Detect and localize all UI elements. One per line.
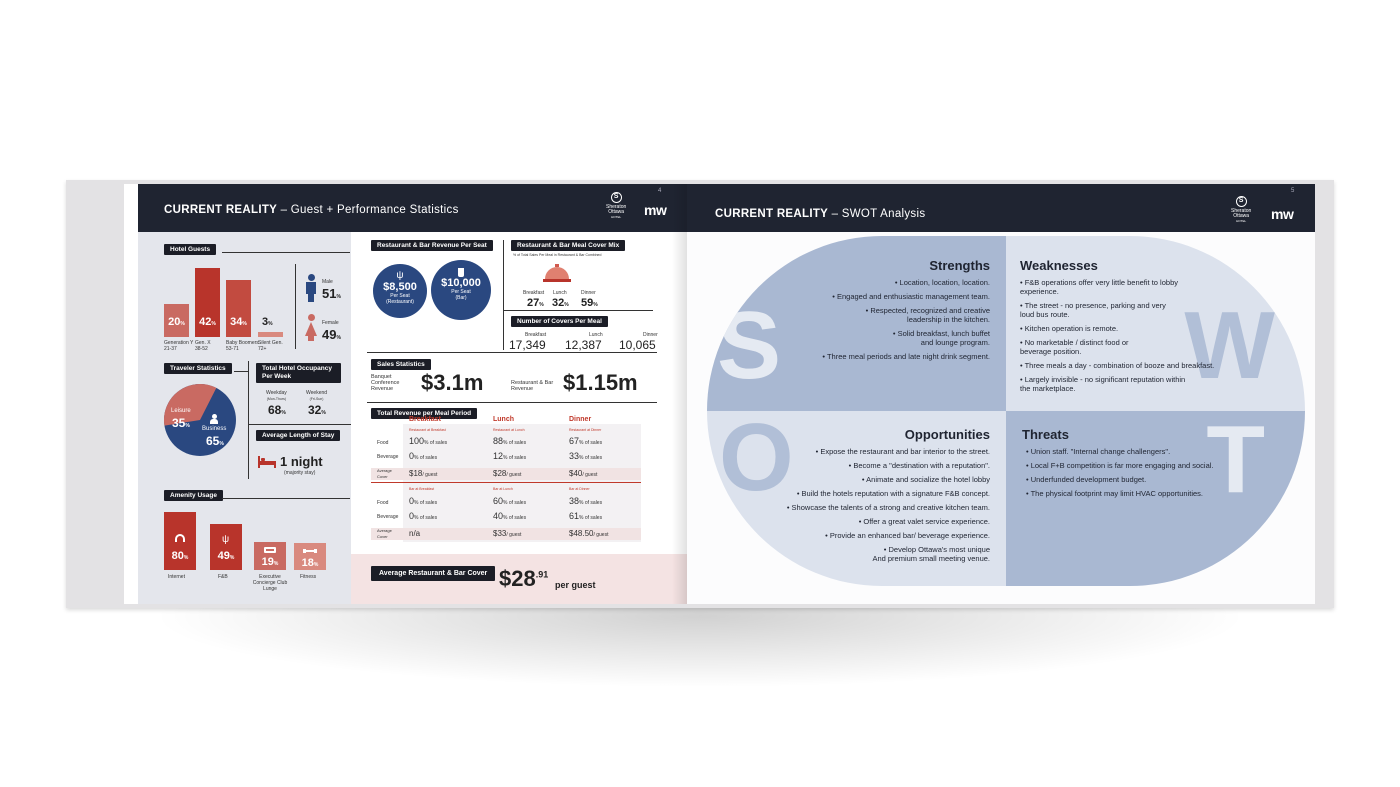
bar-food-dinner: 38% of sales xyxy=(569,496,603,506)
rest-cover-breakfast: $18/ guest xyxy=(409,469,438,478)
business-person-icon xyxy=(210,414,218,424)
weakness-item: • F&B operations offer very little benefit to lobby experience. xyxy=(1020,278,1178,296)
cover-mix-breakfast-label: Breakfast xyxy=(523,290,545,296)
dumbbell-icon xyxy=(303,549,317,553)
mw-logo: mw xyxy=(644,202,667,218)
banquet-value: $3.1m xyxy=(421,370,484,395)
threats-title: Threats xyxy=(1022,427,1069,442)
occupancy-tag: Total Hotel Occupancy Per Week xyxy=(256,363,341,383)
stay-value: 1 night xyxy=(280,454,323,469)
letter-o: O xyxy=(719,404,794,511)
page-left xyxy=(124,184,687,604)
left-page-title: CURRENT REALITY – Guest + Performance Statistics xyxy=(164,204,459,216)
amenity-label-internet: Internet xyxy=(168,574,185,580)
bar-sub-breakfast: Bar at Breakfast xyxy=(409,487,435,491)
rest-food-dinner: 67% of sales xyxy=(569,436,603,446)
stay-sub: (majority stay) xyxy=(284,470,316,476)
strength-item: • Solid breakfast, lunch buffet and lounge program. xyxy=(892,329,990,347)
amenity-tag: Amenity Usage xyxy=(164,490,223,501)
leisure-value: 35% xyxy=(172,416,190,430)
threat-item: • Union staff. "Internal change challengers". xyxy=(1026,447,1171,456)
covers-breakfast-label: Breakfast xyxy=(525,332,547,338)
male-icon xyxy=(306,274,316,302)
sofa-icon xyxy=(264,547,276,553)
bar-cover-dinner: $48.50/ guest xyxy=(569,529,609,538)
bar-cover-breakfast: n/a xyxy=(409,529,421,538)
rest-food-lunch: 88% of sales xyxy=(493,436,527,446)
weekend-value: 32% xyxy=(308,403,326,417)
meal-rev-tag: Total Revenue per Meal Period xyxy=(371,408,477,419)
cloche-icon xyxy=(543,264,571,284)
amenity-label-fb: F&B xyxy=(218,574,228,580)
right-header-bar xyxy=(687,184,1315,232)
female-value: 49% xyxy=(322,327,341,342)
bar-bev-breakfast: 0% of sales xyxy=(409,511,438,521)
swot-weaknesses xyxy=(1006,236,1305,411)
opportunity-item: • Develop Ottawa's most unique And premium small meeting venue. xyxy=(872,545,990,563)
bar-food-breakfast: 0% of sales xyxy=(409,496,438,506)
threats-list xyxy=(1026,447,1256,503)
page-right xyxy=(687,184,1315,604)
opportunity-item: • Expose the restaurant and bar interior to the street. xyxy=(815,447,990,456)
strengths-title: Strengths xyxy=(929,258,990,273)
cover-mix-lunch-value: 32% xyxy=(552,297,569,309)
swot-opportunities xyxy=(707,404,1006,586)
sheraton-logo: S Sheraton Ottawa HOTEL xyxy=(606,193,627,219)
strength-item: • Three meal periods and late night drink segment. xyxy=(822,352,990,361)
bar-row-beverage: Beverage xyxy=(377,514,399,520)
sheraton-s-icon-right: S xyxy=(1236,196,1247,207)
meal-rev-table xyxy=(371,416,641,542)
opportunity-item: • Animate and socialize the hotel lobby xyxy=(861,475,990,484)
bar-sub-lunch: Bar at Lunch xyxy=(493,487,513,491)
guest-value-silent: 3% xyxy=(262,316,273,328)
cover-mix-tag: Restaurant & Bar Meal Cover Mix xyxy=(511,240,625,251)
male-label: Male xyxy=(322,279,333,285)
rest-bev-breakfast: 0% of sales xyxy=(409,451,438,461)
fork-knife-icon: ψ xyxy=(222,534,230,545)
leisure-label: Leisure xyxy=(171,408,191,414)
strength-item: • Location, location, location. xyxy=(894,278,990,287)
letter-w: W xyxy=(1184,292,1275,399)
drink-icon xyxy=(458,268,464,277)
guest-bar-gen-x: 42% xyxy=(195,268,220,337)
strengths-list xyxy=(800,278,990,366)
cover-mix-sub: % of Total Sales Per Meal in Restaurant & Bar Combined xyxy=(513,253,602,257)
covers-dinner-value: 10,065 xyxy=(619,338,656,352)
opportunity-item: • Provide an enhanced bar/ beverage experience. xyxy=(825,531,990,540)
weakness-item: • No marketable / distinct food or beverage position. xyxy=(1020,338,1129,356)
swot-strengths xyxy=(707,236,1006,411)
male-value: 51% xyxy=(322,286,341,301)
covers-lunch-value: 12,387 xyxy=(565,338,602,352)
rest-cover-dinner: $40/ guest xyxy=(569,469,598,478)
banquet-label: Banquet Conference Revenue xyxy=(371,374,400,392)
opportunities-list xyxy=(760,447,990,568)
swot-threats xyxy=(1006,406,1305,586)
bar-sub-dinner: Bar at Dinner xyxy=(569,487,590,491)
mw-logo-right: mw xyxy=(1271,206,1294,222)
opportunity-item: • Showcase the talents of a strong and creative kitchen team. xyxy=(786,503,990,512)
cover-mix-lunch-label: Lunch xyxy=(553,290,567,296)
covers-breakfast-value: 17,349 xyxy=(509,338,546,352)
cover-mix-breakfast-value: 27% xyxy=(527,297,544,309)
cover-mix-dinner-label: Dinner xyxy=(581,290,596,296)
hotel-guests-tag: Hotel Guests xyxy=(164,244,216,255)
amenity-bar-fb: ψ 49% xyxy=(210,524,242,570)
rb-revenue-value: $1.15m xyxy=(563,370,638,395)
rest-sub-breakfast: Restaurant at Breakfast xyxy=(409,428,446,432)
row-beverage: Beverage xyxy=(377,454,399,460)
guest-label-gen-y: Generation Y 21-37 xyxy=(164,340,194,352)
sheraton-s-icon: S xyxy=(611,192,622,203)
bar-food-lunch: 60% of sales xyxy=(493,496,527,506)
letter-t: T xyxy=(1206,406,1265,513)
avg-cover-band xyxy=(351,554,687,604)
amenity-bar-club: 19% xyxy=(254,542,286,570)
rest-sub-lunch: Restaurant at Lunch xyxy=(493,428,525,432)
cutlery-icon: ψ xyxy=(396,270,404,281)
rev-seat-restaurant: ψ $8,500 Per Seat (Restaurant) xyxy=(373,264,427,318)
wifi-icon xyxy=(175,534,185,542)
rev-seat-tag: Restaurant & Bar Revenue Per Seat xyxy=(371,240,493,251)
rest-cover-lunch: $28/ guest xyxy=(493,469,522,478)
business-label: Business xyxy=(202,426,227,432)
guest-label-silent: Silent Gen. 72+ xyxy=(258,340,283,352)
traveler-tag: Traveler Statistics xyxy=(164,363,232,374)
bar-row-food: Food xyxy=(377,500,389,506)
amenity-label-fitness: Fitness xyxy=(300,574,317,580)
guest-label-boomers: Baby Boomers 53-71 xyxy=(226,340,259,352)
left-main-column xyxy=(351,232,687,604)
weakness-item: • The street - no presence, parking and very loud bus route. xyxy=(1020,301,1166,319)
weakness-item: • Largely invisible - no significant reputation within the marketplace. xyxy=(1020,375,1186,393)
business-value: 65% xyxy=(206,434,224,448)
left-page-number: 4 xyxy=(658,188,662,194)
rest-food-breakfast: 100% of sales xyxy=(409,436,448,446)
left-sidebar xyxy=(138,232,351,604)
guest-bar-silent xyxy=(258,332,283,337)
left-header-bar xyxy=(138,184,687,232)
amenity-bar-fitness: 18% xyxy=(294,543,326,570)
weaknesses-list xyxy=(1020,278,1240,398)
bar-bev-dinner: 61% of sales xyxy=(569,511,603,521)
guest-bar-gen-y: 20% xyxy=(164,304,189,337)
book-shadow xyxy=(150,598,1250,688)
rest-sub-dinner: Restaurant at Dinner xyxy=(569,428,602,432)
bed-icon xyxy=(258,456,276,468)
rb-revenue-label: Restaurant & Bar Revenue xyxy=(511,380,554,392)
avg-cover-unit: per guest xyxy=(555,580,596,590)
weaknesses-title: Weaknesses xyxy=(1020,258,1098,273)
covers-tag: Number of Covers Per Meal xyxy=(511,316,608,327)
rest-bev-lunch: 12% of sales xyxy=(493,451,527,461)
avg-cover-value: $\$28^{.91}$ xyxy=(499,566,549,591)
cover-mix-dinner-value: 59% xyxy=(581,297,598,309)
avg-cover-tag: Average Restaurant & Bar Cover xyxy=(371,566,495,581)
row-food: Food xyxy=(377,440,389,446)
opportunities-title: Opportunities xyxy=(904,427,990,442)
covers-lunch-label: Lunch xyxy=(589,332,603,338)
sales-tag: Sales Statistics xyxy=(371,359,431,370)
threat-item: • The physical footprint may limit HVAC opportunities. xyxy=(1026,489,1204,498)
weekday-label: Weekday (Mon-Thurs) xyxy=(266,390,287,401)
col-breakfast: Breakfast xyxy=(409,416,441,423)
bar-cover-lunch: $33/ guest xyxy=(493,529,522,538)
strength-item: • Engaged and enthusiastic management team. xyxy=(832,292,990,301)
guest-bar-boomers: 34% xyxy=(226,280,251,337)
right-page-number: 5 xyxy=(1291,188,1295,194)
female-icon xyxy=(306,314,316,342)
bar-row-avg-cover: Average Cover xyxy=(377,528,392,539)
opportunity-item: • Build the hotels reputation with a signature F&B concept. xyxy=(796,489,990,498)
sheraton-logo-right: S Sheraton Ottawa HOTEL xyxy=(1231,197,1252,223)
rest-bev-dinner: 33% of sales xyxy=(569,451,603,461)
row-avg-cover: Average Cover xyxy=(377,468,392,479)
threat-item: • Local F+B competition is far more engaging and social. xyxy=(1026,461,1214,470)
female-label: Female xyxy=(322,320,339,326)
col-lunch: Lunch xyxy=(493,416,514,423)
threat-item: • Underfunded development budget. xyxy=(1026,475,1147,484)
bar-bev-lunch: 40% of sales xyxy=(493,511,527,521)
col-dinner: Dinner xyxy=(569,416,592,423)
weakness-item: • Three meals a day - combination of booze and breakfast. xyxy=(1020,361,1215,370)
weakness-item: • Kitchen operation is remote. xyxy=(1020,324,1119,333)
weekday-value: 68% xyxy=(268,403,286,417)
weekend-label: Weekend (Fri-Sun) xyxy=(306,390,328,401)
right-page-title: CURRENT REALITY – SWOT Analysis xyxy=(715,208,926,220)
stay-tag: Average Length of Stay xyxy=(256,430,340,441)
amenity-bar-internet: 80% xyxy=(164,512,196,570)
swot-diagram xyxy=(707,236,1305,586)
letter-s: S xyxy=(717,292,782,399)
guest-label-gen-x: Gen. X 38-52 xyxy=(195,340,211,352)
rev-seat-bar: $10,000 Per Seat (Bar) xyxy=(431,260,491,320)
opportunity-item: • Become a "destination with a reputation". xyxy=(848,461,990,470)
covers-dinner-label: Dinner xyxy=(643,332,658,338)
strength-item: • Respected, recognized and creative leadership in the kitchen. xyxy=(865,306,990,324)
opportunity-item: • Offer a great valet service experience. xyxy=(858,517,990,526)
amenity-label-club: Executive Concierge Club Lunge xyxy=(252,574,288,592)
